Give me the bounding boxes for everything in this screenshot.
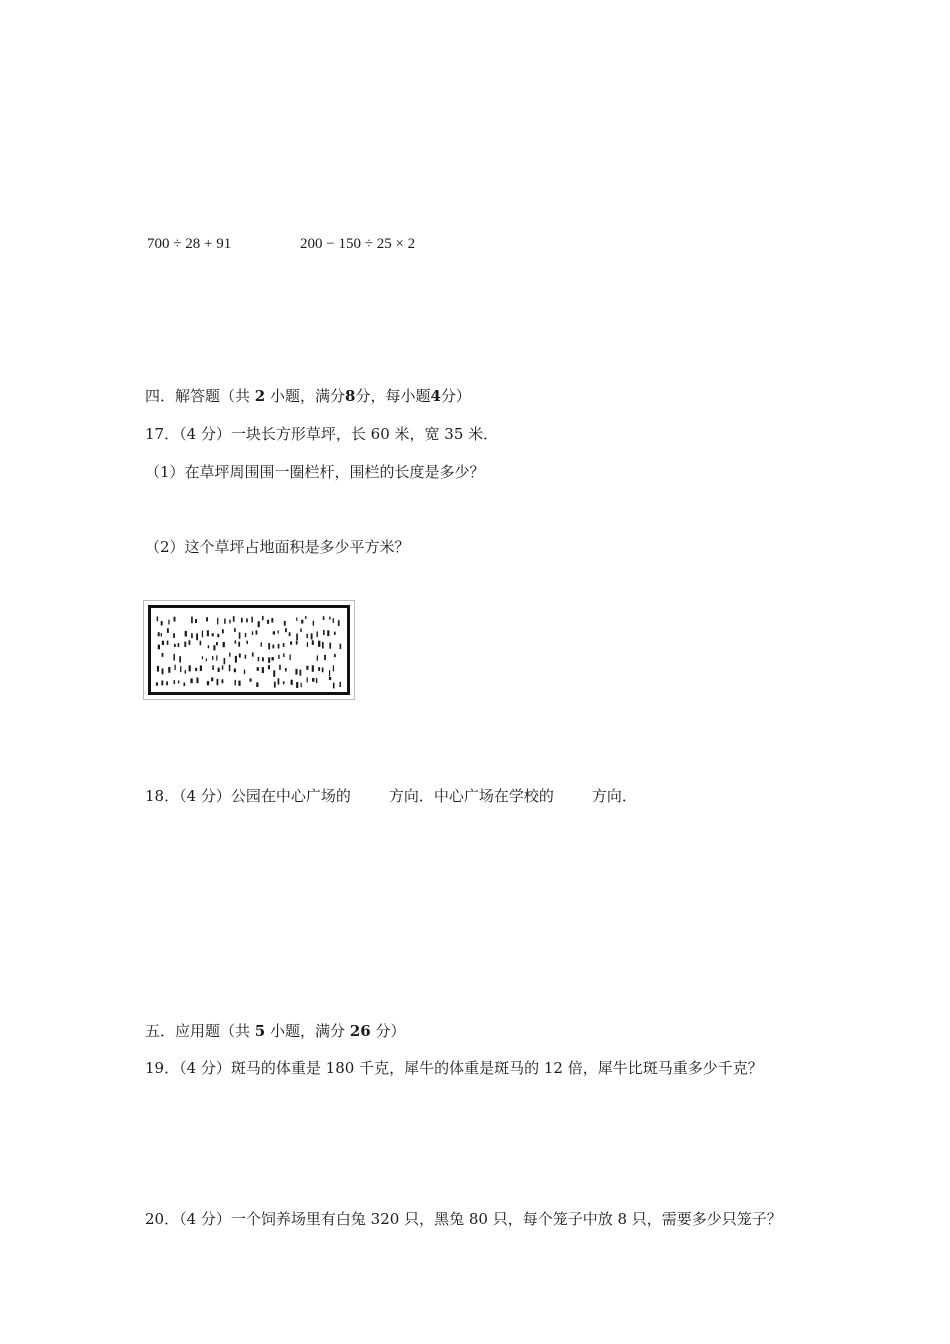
lawn-mark [296,682,298,688]
lawn-mark [178,680,179,683]
question-20: 20．（4 分）一个饲养场里有白兔 320 只，黑兔 80 只，每个笼子中放 8 只，需要多少只笼子？ [145,1210,782,1228]
lawn-mark [157,666,159,672]
lawn-mark [207,681,209,685]
lawn-mark [191,633,193,638]
lawn-mark [212,656,213,660]
lawn-mark [196,633,198,640]
lawn-mark [324,655,326,660]
lawn-mark [244,670,245,675]
lawn-mark [268,657,270,663]
lawn-mark [273,631,275,634]
lawn-mark [235,640,236,643]
lawn-mark [221,679,223,683]
section-5-suffix: 分） [375,1022,406,1040]
lawn-mark [217,634,219,638]
lawn-mark [235,656,237,663]
lawn-mark [191,616,193,623]
lawn-mark [180,666,181,672]
lawn-mark [161,680,163,685]
question-18 [145,786,637,806]
lawn-mark [162,653,164,657]
lawn-mark [323,630,325,635]
lawn-mark [157,616,158,621]
lawn-mark [216,642,218,645]
lawn-mark [162,641,164,645]
lawn-mark [279,665,281,670]
lawn-mark [183,683,185,687]
lawn-mark [217,618,218,625]
lawn-mark [285,628,287,632]
lawn-mark [283,681,285,684]
lawn-mark [312,640,314,645]
lawn-mark [339,682,340,687]
lawn-mark [327,630,329,636]
lawn-mark [190,678,192,683]
expression-2: 200 − 150 ÷ 25 × 2 [300,236,416,252]
section-4-prefix: 四．解答题（共 [145,387,251,405]
question-17-part-2: （2）这个草坪占地面积是多少平方米？ [145,538,410,556]
lawn-mark [289,654,290,660]
lawn-mark [245,633,246,637]
lawn-mark [296,634,298,641]
lawn-mark [158,645,160,650]
lawn-mark [224,658,226,664]
lawn-mark [224,619,225,624]
lawn-mark [213,645,215,650]
lawn-mark [291,680,293,685]
lawn-mark [239,632,241,638]
lawn-mark [284,621,286,626]
lawn-mark [307,642,308,647]
lawn-mark [234,628,236,632]
lawn-mark [285,668,287,672]
section-5-prefix: 五．应用题（共 [145,1022,251,1040]
lawn-mark [322,642,324,648]
lawn-mark [156,682,158,685]
lawn-mark [300,629,301,632]
lawn-mark [301,620,303,624]
lawn-mark [184,642,186,647]
lawn-mark [268,665,270,669]
lawn-mark [261,642,262,647]
lawn-mark [189,640,191,645]
lawn-mark [222,665,223,669]
lawn-mark [256,682,258,687]
lawn-mark [307,677,308,682]
lawn-mark [167,641,169,645]
lawn-mark [329,677,331,680]
lawn-mark [162,668,164,674]
lawn-mark [245,655,246,659]
lawn-mark [174,644,176,647]
lawn-mark [289,632,291,636]
lawn-mark [238,642,240,647]
lawn-mark [283,653,284,657]
question-17-part-1: （1）在草坪周围围一圈栏杆，围栏的长度是多少？ [145,463,485,481]
lawn-mark [278,655,279,659]
lawn-mark [251,617,252,623]
section-5-total: 26 [349,1022,371,1040]
lawn-mark [202,656,203,659]
lawn-mark [317,631,318,637]
lawn-mark [311,633,313,639]
lawn-mark [274,682,276,688]
lawn-mark [238,681,240,686]
lawn-mark [185,670,186,674]
lawn-mark [252,631,253,635]
lawn-mark [306,666,308,670]
lawn-mark [178,643,180,647]
lawn-mark [216,655,217,660]
lawn-mark [206,658,207,661]
lawn-mark [174,665,175,670]
lawn-mark [262,667,264,673]
lawn-mark [329,643,331,649]
lawn-mark [195,619,197,623]
lawn-mark [338,620,340,626]
lawn-mark [246,641,248,644]
lawn-mark [334,632,336,635]
lawn-mark [229,653,230,657]
lawn-mark [262,657,264,661]
lawn-mark [218,668,220,672]
lawn-mark [273,670,275,677]
lawn-mark [173,654,174,661]
lawn-mark [333,683,335,689]
lawn-mark [233,616,235,622]
section-4-count: 2 [254,387,266,405]
lawn-mark [212,665,214,670]
section-5-heading [145,1021,405,1041]
lawn-mark [272,645,274,649]
lawn-mark [257,667,259,671]
section-4-heading [145,386,471,406]
lawn-dots-image [151,608,347,692]
lawn-mark [168,667,170,673]
lawn-mark [295,669,297,675]
lawn-mark [322,667,324,672]
lawn-mark [173,633,175,638]
lawn-mark [267,620,269,624]
lawn-mark [317,655,318,660]
lawn-mark [206,617,208,621]
section-4-each: 4 [430,387,441,405]
lawn-mark [258,657,259,661]
lawn-mark [305,616,306,619]
lawn-mark [189,665,191,671]
lawn-mark [202,631,203,638]
question-18-part-c: 方向． [591,787,637,805]
question-18-part-a: 18．（4 分）公园在中心广场的 [145,787,351,805]
lawn-mark [334,654,336,657]
lawn-mark [166,681,168,685]
lawn-mark [296,641,298,645]
lawn-mark [262,616,264,620]
lawn-mark [301,683,302,688]
lawn-mark [271,618,273,623]
question-17-stem: 17．（4 分）一块长方形草坪，长 60 米，宽 35 米． [145,425,499,443]
section-5-count: 5 [254,1022,266,1040]
lawn-mark [296,617,297,621]
section-4-suffix: 分） [440,387,471,405]
lawn-mark [313,621,314,626]
lawn-mark [271,657,273,660]
lawn-mark [174,617,176,622]
lawn-mark [211,677,213,681]
lawn-mark [318,641,320,647]
lawn-mark [161,633,162,636]
question-18-part-b: 方向．中心广场在学校的 [388,787,554,805]
lawn-mark [174,680,175,684]
lawn-mark [312,665,314,672]
lawn-mark [329,670,330,676]
lawn-mark [179,656,181,662]
lawn-mark [167,628,169,633]
lawn-mark [200,641,202,646]
lawn-mark [278,678,280,684]
lawn-mark [323,616,325,620]
lawn-mark [168,620,169,625]
lawn-mark [318,667,320,671]
lawn-mark [208,645,209,648]
question-19: 19．（4 分）斑马的体重是 180 千克，犀牛的体重是斑马的 12 倍，犀牛比斑马重多少千克？ [145,1059,763,1077]
lawn-mark [268,643,270,649]
lawn-mark [278,630,279,633]
lawn-mark [340,644,342,649]
lawn-mark [306,634,307,638]
lawn-mark [200,665,202,671]
lawn-mark [333,618,334,623]
lawn-mark [234,668,236,672]
section-4-mid1: 小题，满分 [270,387,346,405]
lawn-mark [250,678,252,681]
lawn-mark [207,630,209,636]
lawn-mark [185,631,187,637]
lawn-mark [241,618,243,623]
lawn-mark [223,642,225,647]
section-5-mid1: 小题，满分 [270,1022,346,1040]
lawn-mark [195,668,197,671]
lawn-mark [283,643,285,647]
lawn-mark [235,680,236,685]
lawn-mark [299,670,301,676]
lawn-mark [252,652,254,656]
lawn-mark [229,665,230,672]
section-4-total: 8 [345,387,356,405]
lawn-mark [239,654,241,658]
lawn-mark [161,621,163,625]
lawn-mark [212,633,214,636]
lawn-mark [333,665,334,671]
lawn-mark [217,679,219,685]
lawn-mark [278,644,280,649]
lawn-figure-frame [148,605,350,695]
lawn-mark [290,641,292,644]
lawn-figure [143,600,355,700]
lawn-mark [196,678,198,684]
lawn-mark [158,632,160,636]
lawn-mark [222,629,224,633]
expression-1: 700 ÷ 28 + 91 [147,236,232,252]
section-4-mid2: 分，每小题 [355,387,431,405]
lawn-mark [312,678,314,682]
lawn-mark [316,678,317,683]
lawn-mark [229,620,230,624]
lawn-mark [329,617,330,620]
lawn-mark [256,630,258,634]
lawn-mark [258,621,260,627]
lawn-mark [246,618,248,622]
